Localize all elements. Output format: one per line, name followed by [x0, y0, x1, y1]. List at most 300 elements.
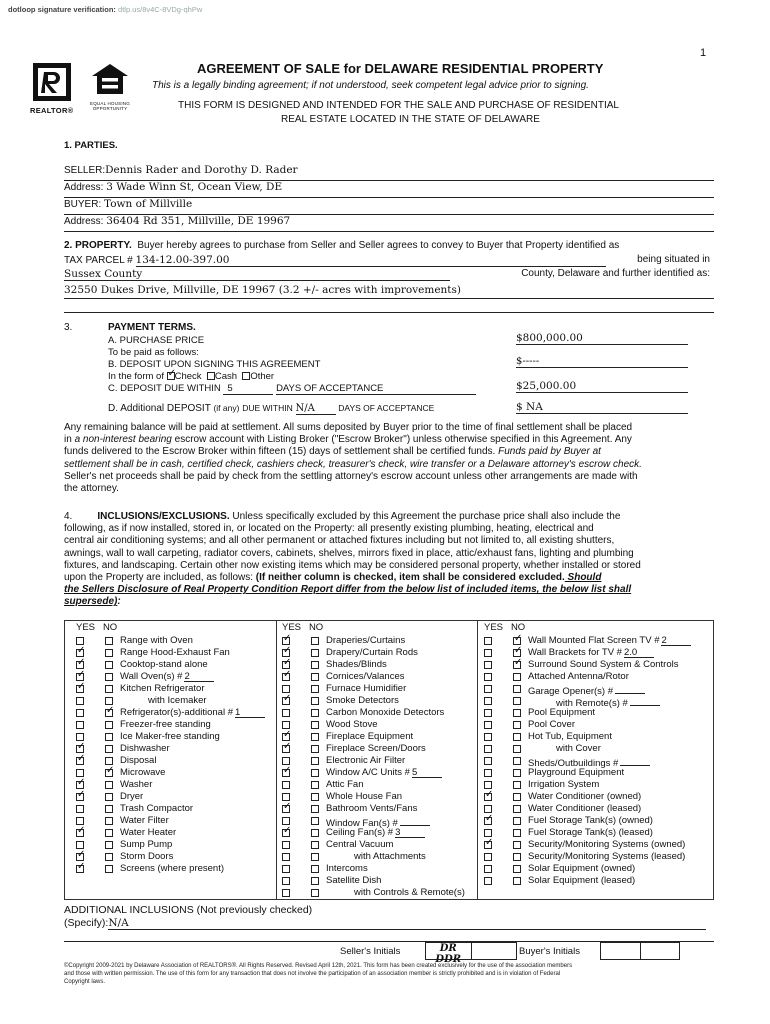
yes-checkbox[interactable] — [282, 817, 290, 825]
inclusion-row — [76, 659, 274, 671]
yes-checkbox[interactable] — [76, 757, 84, 765]
yes-checkbox[interactable] — [282, 757, 290, 765]
no-checkbox[interactable] — [311, 661, 319, 669]
inclusion-row — [484, 815, 712, 827]
inclusion-row — [484, 851, 712, 863]
yes-checkbox[interactable] — [484, 865, 492, 873]
inclusion-count-field[interactable]: 2 — [184, 671, 214, 682]
no-checkbox[interactable] — [311, 745, 319, 753]
no-checkbox[interactable] — [513, 853, 521, 861]
check-label: Check — [174, 371, 202, 382]
inclusion-count-field[interactable] — [615, 683, 645, 694]
no-checkbox[interactable] — [311, 733, 319, 741]
inclusion-row — [76, 767, 274, 779]
inclusion-label: Range Hood-Exhaust Fan — [120, 647, 230, 658]
parcel-label: TAX PARCEL # — [64, 255, 133, 266]
no-checkbox[interactable] — [513, 661, 521, 669]
yes-checkbox[interactable] — [484, 661, 492, 669]
no-checkbox[interactable] — [311, 829, 319, 837]
no-checkbox[interactable] — [311, 673, 319, 681]
no-checkbox[interactable] — [513, 781, 521, 789]
inclusion-label: Washer — [120, 779, 153, 790]
additional-deposit-due: DUE WITHIN — [242, 403, 293, 413]
inclusion-row — [282, 695, 474, 707]
no-checkbox[interactable] — [105, 817, 113, 825]
inclusion-label: Water Conditioner (owned) — [528, 791, 642, 802]
inclusion-label: Dryer — [120, 791, 144, 802]
parties-heading: 1. PARTIES. — [64, 140, 118, 151]
inclusion-label: Attached Antenna/Rotor — [528, 671, 629, 682]
no-checkbox[interactable] — [513, 805, 521, 813]
other-label: Other — [250, 371, 275, 382]
yes-checkbox[interactable] — [484, 877, 492, 885]
yes-checkbox[interactable] — [76, 745, 84, 753]
incl-line-7: the Sellers Disclosure of Real Property Condition Report differ from the below list of included items, the below list shall — [64, 584, 632, 596]
no-checkbox[interactable] — [513, 637, 521, 645]
no-checkbox[interactable] — [513, 829, 521, 837]
inclusion-label: Cornices/Valances — [326, 671, 405, 682]
incl-l6b: (If neither column is checked, item shall be considered excluded. — [255, 572, 565, 584]
inclusion-row — [76, 791, 274, 803]
yes-checkbox[interactable] — [76, 673, 84, 681]
inclusion-label: with Cover — [556, 743, 601, 754]
inclusion-count-field[interactable] — [620, 755, 650, 766]
yes-checkbox[interactable] — [282, 793, 290, 801]
yes-checkbox[interactable] — [282, 841, 290, 849]
inclusion-row — [76, 839, 274, 851]
inclusion-label: Drapery/Curtain Rods — [326, 647, 418, 658]
specify-value[interactable]: N/A — [108, 917, 706, 930]
inclusion-row — [282, 719, 474, 731]
cash-label: Cash — [214, 371, 238, 382]
col2-no: NO — [308, 622, 324, 633]
no-checkbox[interactable] — [311, 841, 319, 849]
yes-checkbox[interactable] — [76, 721, 84, 729]
buyer-line — [64, 198, 714, 215]
no-checkbox[interactable] — [513, 685, 521, 693]
no-checkbox[interactable] — [105, 745, 113, 753]
yes-checkbox[interactable] — [484, 709, 492, 717]
yes-checkbox[interactable] — [484, 745, 492, 753]
no-checkbox[interactable] — [105, 793, 113, 801]
additional-inclusions-label: ADDITIONAL INCLUSIONS (Not previously checked) — [64, 904, 313, 916]
inclusion-count-field[interactable]: 2.0 — [624, 647, 654, 658]
specify-line — [64, 917, 714, 930]
no-checkbox[interactable] — [105, 733, 113, 741]
inclusion-label: Refrigerator(s)-additional # — [120, 707, 233, 718]
inclusion-row — [76, 743, 274, 755]
yes-checkbox[interactable] — [76, 709, 84, 717]
no-checkbox[interactable] — [311, 685, 319, 693]
no-checkbox[interactable] — [105, 865, 113, 873]
no-checkbox[interactable] — [311, 649, 319, 657]
deposit-due-line — [108, 383, 476, 395]
inclusion-label: Disposal — [120, 755, 157, 766]
seller-value[interactable]: Dennis Rader and Dorothy D. Rader — [105, 164, 298, 176]
no-checkbox[interactable] — [513, 841, 521, 849]
yes-checkbox[interactable] — [484, 733, 492, 741]
yes-checkbox[interactable] — [484, 841, 492, 849]
copyright-line-2: and those with written permission. The use of this form for any transaction that does not involve the participation of an association member is strictly prohibited and is in violation of Federal — [64, 971, 561, 977]
incl-l8b: : — [117, 596, 121, 608]
yes-checkbox[interactable] — [282, 745, 290, 753]
yes-checkbox[interactable] — [484, 769, 492, 777]
col1-yes: YES — [76, 622, 96, 633]
inclusion-label: Water Heater — [120, 827, 177, 838]
inclusion-count-field[interactable]: 3 — [395, 827, 425, 838]
yes-checkbox[interactable] — [484, 637, 492, 645]
yes-checkbox[interactable] — [282, 877, 290, 885]
inclusion-label: Sump Pump — [120, 839, 173, 850]
seller-address-value[interactable]: 3 Wade Winn St, Ocean View, DE — [106, 181, 283, 193]
inclusion-row — [282, 731, 474, 743]
incl-line-6 — [64, 572, 714, 584]
inclusion-label: Storm Doors — [120, 851, 174, 862]
no-checkbox[interactable] — [311, 865, 319, 873]
yes-checkbox[interactable] — [484, 853, 492, 861]
inclusion-label: Trash Compactor — [120, 803, 194, 814]
no-checkbox[interactable] — [105, 685, 113, 693]
col3-no: NO — [510, 622, 526, 633]
yes-checkbox[interactable] — [76, 637, 84, 645]
purchase-price-value[interactable]: $800,000.00 — [516, 332, 688, 345]
deposit-signing-value[interactable]: $----- — [516, 356, 688, 368]
copyright-line-3: Copyright laws. — [64, 979, 106, 985]
inclusion-row — [484, 875, 712, 887]
inclusion-label: Solar Equipment (leased) — [528, 875, 636, 886]
yes-checkbox[interactable] — [76, 841, 84, 849]
property-line-3 — [64, 268, 710, 282]
buyer-address-value[interactable]: 36404 Rd 351, Millville, DE 19967 — [106, 215, 291, 227]
no-checkbox[interactable] — [105, 661, 113, 669]
property-line-1 — [64, 240, 619, 251]
no-checkbox[interactable] — [513, 769, 521, 777]
incl-l8: supersede) — [64, 596, 118, 608]
col2-header — [282, 622, 323, 633]
no-checkbox[interactable] — [105, 721, 113, 729]
payment-para-2 — [64, 434, 714, 446]
seller-address-label: Address: — [64, 182, 104, 193]
no-checkbox[interactable] — [105, 769, 113, 777]
no-checkbox[interactable] — [105, 829, 113, 837]
yes-checkbox[interactable] — [282, 889, 290, 897]
inclusion-label: Draperies/Curtains — [326, 635, 406, 646]
inclusion-label: Wall Oven(s) # — [120, 671, 183, 682]
deposit-due-days[interactable]: 5 — [223, 383, 273, 395]
yes-checkbox[interactable] — [76, 733, 84, 741]
county-value[interactable]: Sussex County — [64, 268, 450, 281]
deposit-due-value[interactable]: $25,000.00 — [516, 380, 688, 393]
inclusion-label: Ice Maker-free standing — [120, 731, 220, 742]
other-checkbox[interactable] — [242, 372, 250, 380]
inclusion-row — [282, 659, 474, 671]
yes-checkbox[interactable] — [76, 817, 84, 825]
buyer-address-line — [64, 215, 714, 232]
parcel-value[interactable]: 134-12.00-397.00 — [136, 254, 606, 267]
yes-checkbox[interactable] — [484, 805, 492, 813]
inclusion-row — [282, 683, 474, 695]
no-checkbox[interactable] — [311, 697, 319, 705]
no-checkbox[interactable] — [311, 805, 319, 813]
additional-deposit-after: DAYS OF ACCEPTANCE — [338, 403, 435, 413]
inclusion-count-field[interactable]: 1 — [235, 707, 265, 718]
no-checkbox[interactable] — [513, 865, 521, 873]
no-checkbox[interactable] — [513, 709, 521, 717]
buyer-value[interactable]: Town of Millville — [104, 198, 193, 210]
incl-l6c: Should — [564, 572, 602, 584]
inclusion-row — [76, 863, 274, 875]
document-title: AGREEMENT OF SALE for DELAWARE RESIDENTIAL PROPERTY — [197, 61, 604, 76]
yes-checkbox[interactable] — [282, 649, 290, 657]
inclusion-row — [76, 815, 274, 827]
col1-no: NO — [102, 622, 118, 633]
inclusion-label: Fuel Storage Tank(s) (leased) — [528, 827, 653, 838]
inclusion-row — [76, 779, 274, 791]
yes-checkbox[interactable] — [484, 817, 492, 825]
inclusion-label: Wall Mounted Flat Screen TV # — [528, 635, 660, 646]
yes-checkbox[interactable] — [282, 733, 290, 741]
document-subtitle: This is a legally binding agreement; if not understood, seek competent legal advice prior to signing. — [152, 80, 589, 91]
copyright-line-1: ©Copyright 2009-2021 by Delaware Association of REALTORS®. All Rights Reserved. Revised April 12th, 2021. This form has been created exclusively for the use of the association members — [64, 963, 573, 969]
yes-checkbox[interactable] — [484, 757, 492, 765]
no-checkbox[interactable] — [513, 733, 521, 741]
inclusion-label: Ceiling Fan(s) # — [326, 827, 394, 838]
incl-line-8 — [64, 596, 714, 608]
inclusion-row — [76, 671, 274, 683]
inclusion-label-group — [326, 827, 425, 839]
inclusion-label-group — [528, 635, 691, 647]
deposit-form-line — [108, 371, 274, 382]
yes-checkbox[interactable] — [282, 865, 290, 873]
no-checkbox[interactable] — [513, 673, 521, 681]
inclusion-label: with Controls & Remote(s) — [354, 887, 465, 898]
yes-checkbox[interactable] — [76, 829, 84, 837]
inclusion-label: Range with Oven — [120, 635, 193, 646]
no-checkbox[interactable] — [105, 841, 113, 849]
yes-checkbox[interactable] — [282, 709, 290, 717]
no-checkbox[interactable] — [513, 817, 521, 825]
seller-label: SELLER: — [64, 165, 106, 176]
no-checkbox[interactable] — [311, 889, 319, 897]
no-checkbox[interactable] — [105, 709, 113, 717]
no-checkbox[interactable] — [311, 769, 319, 777]
cash-checkbox[interactable] — [207, 372, 215, 380]
no-checkbox[interactable] — [513, 697, 521, 705]
no-checkbox[interactable] — [513, 757, 521, 765]
inclusion-count-field[interactable]: 2 — [661, 635, 691, 646]
no-checkbox[interactable] — [513, 745, 521, 753]
inclusion-row — [282, 839, 474, 851]
no-checkbox[interactable] — [311, 757, 319, 765]
incl-line-5: fixtures, and landscaping. Certain other now existing items which may be considered personal property, whether installed or stored — [64, 559, 641, 571]
purchase-price-label: A. PURCHASE PRICE — [108, 335, 205, 346]
no-checkbox[interactable] — [311, 637, 319, 645]
no-checkbox[interactable] — [105, 697, 113, 705]
yes-checkbox[interactable] — [76, 781, 84, 789]
additional-deposit-line — [108, 403, 434, 415]
no-checkbox[interactable] — [311, 817, 319, 825]
yes-checkbox[interactable] — [282, 769, 290, 777]
equal-housing-icon — [90, 62, 130, 96]
yes-checkbox[interactable] — [76, 661, 84, 669]
seller-initial-mark-2 — [472, 943, 517, 959]
incl-num: 4. — [64, 511, 73, 522]
no-checkbox[interactable] — [513, 793, 521, 801]
inclusion-row — [76, 647, 274, 659]
no-checkbox[interactable] — [311, 781, 319, 789]
inclusion-row — [282, 803, 474, 815]
inclusion-label: Dishwasher — [120, 743, 170, 754]
yes-checkbox[interactable] — [282, 637, 290, 645]
no-checkbox[interactable] — [105, 637, 113, 645]
no-checkbox[interactable] — [311, 709, 319, 717]
yes-checkbox[interactable] — [282, 829, 290, 837]
no-checkbox[interactable] — [105, 757, 113, 765]
yes-checkbox[interactable] — [484, 721, 492, 729]
inclusion-label: Hot Tub, Equipment — [528, 731, 612, 742]
yes-checkbox[interactable] — [76, 649, 84, 657]
yes-checkbox[interactable] — [76, 793, 84, 801]
inclusion-label: Window Fan(s) # — [326, 818, 398, 829]
eho-line2: OPPORTUNITY — [92, 106, 128, 111]
yes-checkbox[interactable] — [484, 697, 492, 705]
inclusion-row — [484, 791, 712, 803]
yes-checkbox[interactable] — [282, 673, 290, 681]
col2-yes: YES — [282, 622, 302, 633]
inclusion-label: Freezer-free standing — [120, 719, 211, 730]
property-address-value[interactable]: 32550 Dukes Drive, Millville, DE 19967 (3.2 +/- acres with improvements) — [64, 284, 714, 299]
yes-checkbox[interactable] — [484, 793, 492, 801]
no-checkbox[interactable] — [513, 721, 521, 729]
inclusion-row — [484, 767, 712, 779]
inclusion-row — [484, 863, 712, 875]
yes-checkbox[interactable] — [282, 685, 290, 693]
inclusion-row — [282, 851, 474, 863]
payment-paragraph — [64, 422, 714, 495]
yes-checkbox[interactable] — [76, 685, 84, 693]
inclusion-label: Screens (where present) — [120, 863, 225, 874]
inclusion-row — [484, 695, 712, 707]
inclusion-row — [484, 707, 712, 719]
yes-checkbox[interactable] — [282, 805, 290, 813]
yes-checkbox[interactable] — [76, 769, 84, 777]
paid-as-follows-label: To be paid as follows: — [108, 347, 199, 358]
buyer-address-label: Address: — [64, 216, 104, 227]
incl-line-2: following, as if now installed, stored in, or located on the Property: all presently existing plumbing, heating, electrical and — [64, 523, 594, 535]
incl-line-4: awnings, wall to wall carpeting, radiator covers, cabinets, shelves, mirrors fixed in place, attic/exhaust fans, lighting and plumbing — [64, 547, 634, 559]
inclusion-label: Smoke Detectors — [326, 695, 399, 706]
inclusion-row — [282, 779, 474, 791]
col3-yes: YES — [484, 622, 504, 633]
additional-deposit-days[interactable]: N/A — [296, 403, 336, 415]
yes-checkbox[interactable] — [282, 661, 290, 669]
no-checkbox[interactable] — [105, 805, 113, 813]
no-checkbox[interactable] — [311, 793, 319, 801]
yes-checkbox[interactable] — [282, 781, 290, 789]
inclusion-label: Attic Fan — [326, 779, 364, 790]
inclusion-label: Pool Cover — [528, 719, 575, 730]
payment-para-3 — [64, 446, 714, 458]
yes-checkbox[interactable] — [282, 697, 290, 705]
no-checkbox[interactable] — [105, 649, 113, 657]
specify-label: (Specify): — [64, 917, 109, 929]
inclusion-row — [484, 731, 712, 743]
deposit-due-label: C. DEPOSIT DUE WITHIN — [108, 383, 221, 394]
inclusion-label: with Icemaker — [148, 695, 207, 706]
inclusion-row — [282, 647, 474, 659]
para2-b: escrow account with Listing Broker ("Escrow Broker") unless otherwise specified in this Agreement. Any — [171, 434, 632, 446]
intent-line-1: THIS FORM IS DESIGNED AND INTENDED FOR THE SALE AND PURCHASE OF RESIDENTIAL — [178, 100, 619, 111]
buyer-initials-box[interactable] — [600, 942, 680, 960]
yes-checkbox[interactable] — [76, 697, 84, 705]
inclusion-count-field[interactable]: 5 — [412, 767, 442, 778]
payment-heading: PAYMENT TERMS. — [108, 322, 196, 333]
no-checkbox[interactable] — [105, 853, 113, 861]
inclusion-label: Furnace Humidifier — [326, 683, 407, 694]
no-checkbox[interactable] — [311, 853, 319, 861]
equal-housing-logo — [84, 62, 136, 112]
inclusion-row — [282, 815, 474, 827]
deposit-signing-label: B. DEPOSIT UPON SIGNING THIS AGREEMENT — [108, 359, 321, 370]
inclusion-label: Irrigation System — [528, 779, 600, 790]
yes-checkbox[interactable] — [484, 781, 492, 789]
no-checkbox[interactable] — [513, 877, 521, 885]
yes-checkbox[interactable] — [484, 673, 492, 681]
no-checkbox[interactable] — [513, 649, 521, 657]
seller-address-line — [64, 181, 714, 198]
yes-checkbox[interactable] — [76, 805, 84, 813]
no-checkbox[interactable] — [105, 781, 113, 789]
yes-checkbox[interactable] — [484, 685, 492, 693]
additional-deposit-value[interactable]: $ NA — [516, 401, 688, 414]
no-checkbox[interactable] — [105, 673, 113, 681]
yes-checkbox[interactable] — [484, 829, 492, 837]
inclusions-paragraph — [64, 511, 714, 609]
yes-checkbox[interactable] — [484, 649, 492, 657]
inclusion-row — [484, 659, 712, 671]
verification-code[interactable]: dtlp.us/8v4C-8VDg-qhPw — [118, 5, 203, 14]
check-checkbox[interactable] — [167, 372, 175, 380]
property-heading: 2. PROPERTY. — [64, 240, 132, 251]
property-line-2 — [64, 254, 710, 268]
inclusion-count-field[interactable] — [630, 695, 660, 706]
specify-extra-line — [64, 931, 714, 942]
yes-checkbox[interactable] — [282, 853, 290, 861]
inclusion-count-field[interactable] — [400, 815, 430, 826]
yes-checkbox[interactable] — [76, 853, 84, 861]
inclusion-row — [76, 707, 274, 719]
inclusion-label-group — [120, 707, 265, 719]
inclusion-row — [484, 827, 712, 839]
yes-checkbox[interactable] — [282, 721, 290, 729]
verification-line — [8, 5, 202, 14]
inclusion-label: with Remote(s) # — [556, 698, 628, 709]
inclusion-label: Intercoms — [326, 863, 368, 874]
inclusion-label: Shades/Blinds — [326, 659, 387, 670]
property-text: Buyer hereby agrees to purchase from Seller and Seller agrees to convey to Buyer that Property identified as — [137, 240, 620, 251]
inclusion-label: Central Vacuum — [326, 839, 394, 850]
inclusion-row — [76, 719, 274, 731]
no-checkbox[interactable] — [311, 721, 319, 729]
inclusion-label: Security/Monitoring Systems (owned) — [528, 839, 686, 850]
no-checkbox[interactable] — [311, 877, 319, 885]
seller-initials-box[interactable] — [425, 942, 517, 965]
yes-checkbox[interactable] — [76, 865, 84, 873]
inclusion-row — [282, 791, 474, 803]
inclusion-label: Security/Monitoring Systems (leased) — [528, 851, 686, 862]
incl-heading: INCLUSIONS/EXCLUSIONS. — [97, 511, 230, 522]
seller-line — [64, 164, 714, 181]
